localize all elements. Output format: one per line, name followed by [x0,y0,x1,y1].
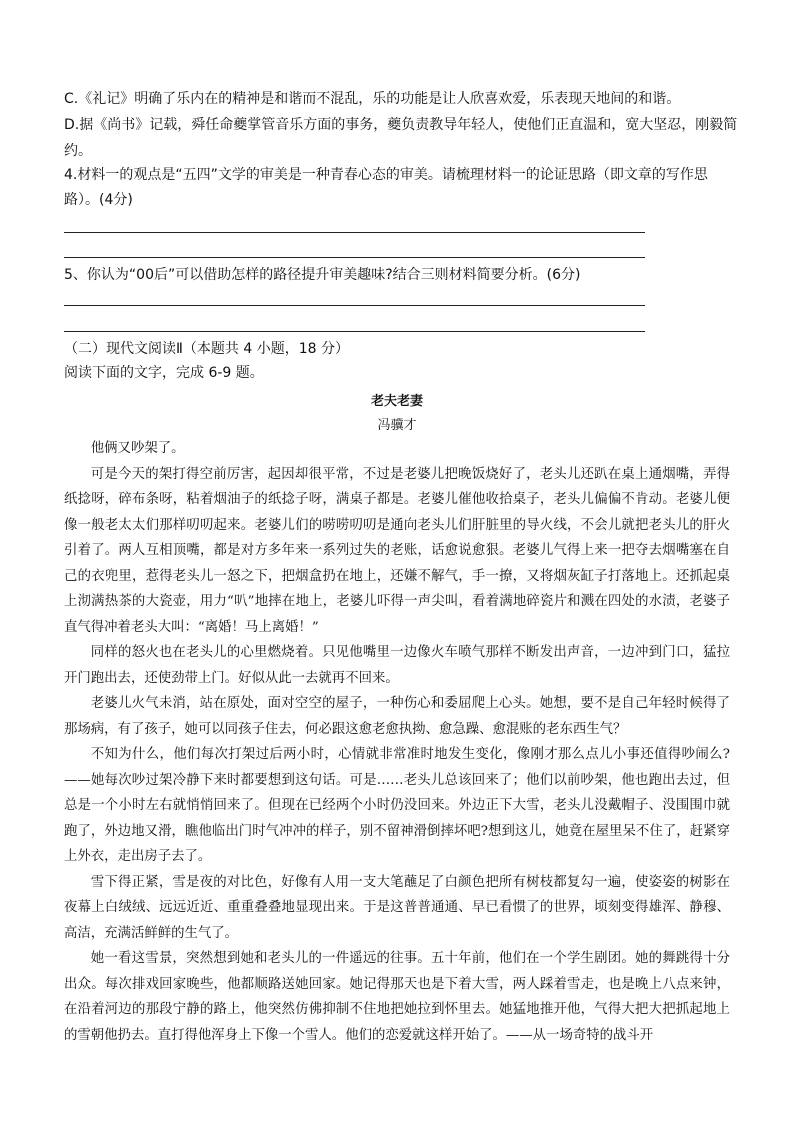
story-paragraph: 她一看这雪景，突然想到她和老头儿的一件遥远的往事。五十年前，他们在一个学生剧团。她的舞跳得十分出众。每次排戏回家晚些，他都顺路送她回家。她记得那天也是下着大雪，两人踩着雪走，也是晚上八点来钟，在沿着河边的那段宁静的路上，他突然仿佛抑制不住地把她拉到怀里去。她猛地推开他，气得大把大把抓起地上的雪朝他扔去。直打得他浑身上下像一个雪人。他们的恋爱就这样开始了。——从一场奇特的战斗开 [64,951,730,1043]
story-body [64,436,730,1048]
answer-line-q4-1[interactable] [64,232,645,233]
section-heading: （二）现代文阅读Ⅱ（本题共 4 小题，18 分） [64,341,349,357]
answer-line-q5-1[interactable] [64,305,645,306]
option-d-line1: D.据《尚书》记载，舜任命夔掌管音乐方面的事务，夔负责教导年轻人，使他们正直温和，宽大坚忍，刚毅简 [64,117,738,133]
option-d-line2: 约。 [64,143,92,159]
story-author: 冯骥才 [377,418,417,433]
section-instruction: 阅读下面的文字，完成 6-9 题。 [64,365,264,381]
story-paragraph: 他俩又吵架了。 [90,441,185,456]
story-paragraph: 不知为什么，他们每次打架过后两小时，心情就非常准时地发生变化，像刚才那么点儿小事还值得吵闹么?——她每次吵过架冷静下来时都要想到这句话。可是……老头儿总该回来了；他们以前吵架，他也跑出去过，但总是一个小时左右就悄悄回来了。但现在已经两个小时仍没回来。外边正下大雪，老头儿没戴帽子、没围围巾就跑了，外边地又滑，瞧他临出门时气冲冲的样子，别不留神滑倒摔坏吧?想到这儿，她竟在屋里呆不住了，赶紧穿上外衣，走出房子去了。 [64,747,730,864]
story-paragraph: 雪下得正紧，雪是夜的对比色，好像有人用一支大笔蘸足了白颜色把所有树枝都复勾一遍，使姿姿的树影在夜幕上白绒绒、远远近近、重重叠叠地显现出来。于是这普普通通、早已看惯了的世界，顷刻变得雄浑、静穆、高洁，充满活鲜鲜的生气了。 [64,874,730,941]
question-4-line1: 4.材料一的观点是“五四”文学的审美是一种青春心态的审美。请梳理材料一的论证思路（即文章的写作思 [64,167,708,183]
question-4-line2: 路）。(4分) [64,192,133,208]
story-title: 老夫老妻 [370,394,423,409]
question-5: 5、你认为“00后”可以借助怎样的路径提升审美趣味?结合三则材料简要分析。(6分) [64,267,581,283]
story-paragraph: 可是今天的架打得空前厉害，起因却很平常，不过是老婆儿把晚饭烧好了，老头儿还趴在桌上通烟嘴，弄得纸捻呀，碎布条呀，粘着烟油子的纸捻子呀，满桌子都是。老婆儿催他收拾桌子，老头儿偏偏不肯动。老婆儿便像一般老太太们那样叨叨起来。老婆儿们的唠唠叨叨是通向老头儿们肝脏里的导火线，不会儿就把老头儿的肝火引着了。两人互相顶嘴，都是对方多年来一系列过失的老账，话愈说愈狠。老婆儿气得上来一把夺去烟嘴塞在自己的衣兜里，惹得老头儿一怒之下，把烟盒扔在地上，还嫌不解气，手一撩，又将烟灰缸子打落地上。还抓起桌上沏满热茶的大瓷壶，用力“叭”地摔在地上，老婆儿吓得一声尖叫，看着满地碎瓷片和溅在四处的水渍，老婆子直气得冲着老头大叫：“离婚！马上离婚！” [64,466,730,635]
story-paragraph: 同样的怒火也在老头儿的心里燃烧着。只见他嘴里一边像火车喷气那样不断发出声音，一边冲到门口，猛拉开门跑出去，还使劲带上门。好似从此一去就再不回来。 [64,645,730,686]
answer-line-q5-2[interactable] [64,331,645,332]
answer-line-q4-2[interactable] [64,257,645,258]
option-c: C.《礼记》明确了乐内在的精神是和谐而不混乱，乐的功能是让人欣喜欢爱，乐表现天地间的和谐。 [64,91,681,107]
story-paragraph: 老婆儿火气未消，站在原处，面对空空的屋子，一种伤心和委屈爬上心头。她想，要不是自己年轻时候得了那场病，有了孩子，她可以同孩子住去，何必跟这愈老愈执拗、愈急躁、愈混账的老东西生气？ [64,696,730,737]
